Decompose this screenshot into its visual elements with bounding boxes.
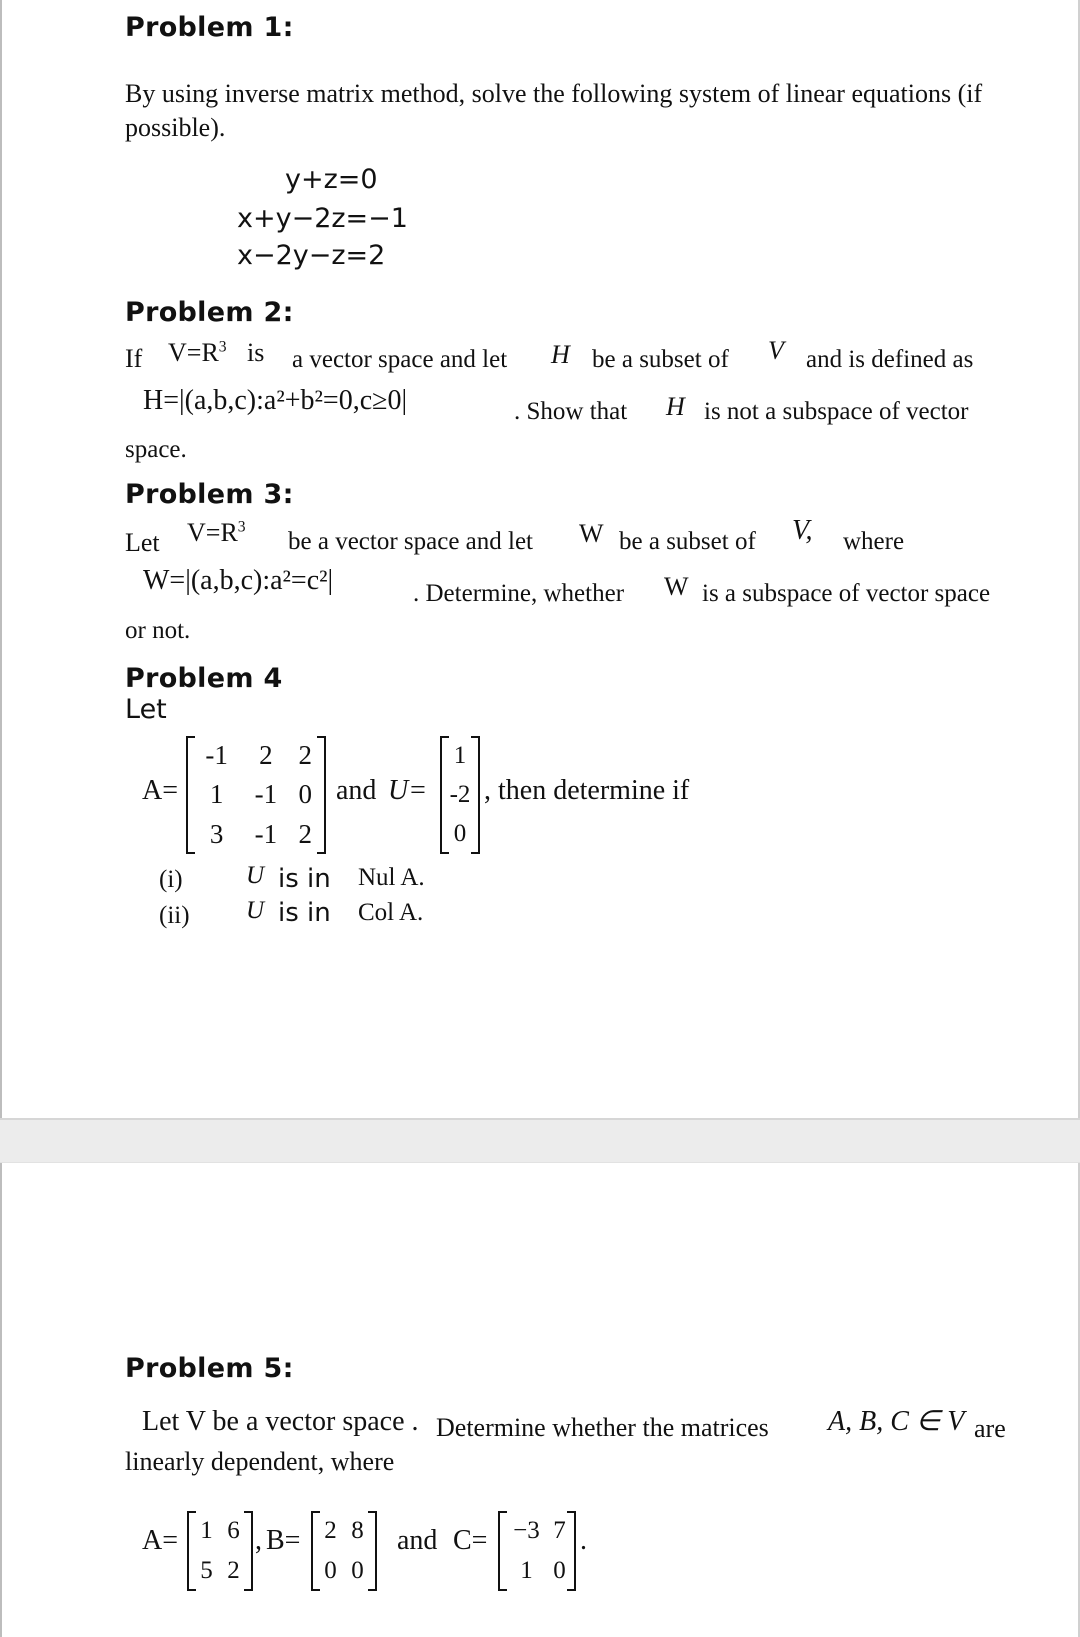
problem-2-text6: space. xyxy=(125,436,187,463)
matrix-C5-cell: 1 xyxy=(520,1557,533,1584)
equation-1: y+z=0 xyxy=(285,164,378,195)
problem-2-text5: is not a subspace of vector xyxy=(704,398,969,425)
problem-3-heading: Problem 3: xyxy=(125,479,294,510)
vector-U xyxy=(440,736,480,854)
problem-3-text3: where xyxy=(843,528,905,555)
problem-5-heading: Problem 5: xyxy=(125,1353,294,1384)
vector-U-cell: -2 xyxy=(449,780,471,808)
matrix-B5-cell: 8 xyxy=(351,1517,364,1544)
matrix-C5-cell: 7 xyxy=(553,1517,566,1544)
matrix-A-cell: -1 xyxy=(205,740,228,771)
problem-2-H: H xyxy=(551,340,570,369)
problem-3-W-2: W xyxy=(664,572,689,601)
matrix-B5-cell: 2 xyxy=(324,1517,337,1544)
matrix-B5-cell: 0 xyxy=(324,1557,337,1584)
page-2 xyxy=(0,1163,1080,1637)
problem-5-and: and xyxy=(397,1525,438,1556)
matrix-A5 xyxy=(187,1511,253,1591)
problem-3-text6: or not. xyxy=(125,617,191,644)
item-i-is-in: is in xyxy=(278,864,331,894)
problem-4-then: , then determine if xyxy=(484,775,690,806)
problem-4-heading: Problem 4 xyxy=(125,663,283,694)
problem-2-text1: a vector space and let xyxy=(292,346,508,373)
problem-3-text4: . Determine, whether xyxy=(413,580,625,607)
item-i-var: U xyxy=(246,862,265,889)
problem-3-text5: is a subspace of vector space xyxy=(702,580,991,607)
matrix-A-cell: 3 xyxy=(209,818,224,849)
matrix-A-label: A= xyxy=(142,775,179,806)
vector-U-cell: 0 xyxy=(453,820,467,848)
matrix-C5-cell: −3 xyxy=(513,1517,540,1544)
matrix-A5-cell: 5 xyxy=(200,1557,213,1584)
problem-1-text-line1: By using inverse matrix method, solve the following system of linear equations (if xyxy=(125,79,983,108)
problem-2-vector-space-def: $V=R^3$ xyxy=(168,338,227,367)
problem-5-text2: Determine whether the matrices xyxy=(436,1413,769,1442)
problem-3-V: V, xyxy=(792,515,813,546)
problem-3-vector-space-def: $V=R^3$ xyxy=(187,518,246,547)
vector-U-label: U= xyxy=(388,775,428,806)
matrix-A-cell: -1 xyxy=(254,779,278,810)
problem-2-text2: be a subset of xyxy=(592,346,729,373)
matrix-A-cell: 2 xyxy=(298,740,312,771)
matrix-B5-cell: 0 xyxy=(351,1557,364,1584)
problem-3-W: W xyxy=(579,519,604,548)
problem-2-set-definition: H=|(a,b,c):a²+b²=0,c≥0| xyxy=(143,385,408,416)
problem-2-H-2: H xyxy=(666,392,685,421)
problem-2-if: If xyxy=(125,344,143,373)
vector-U-cell: 1 xyxy=(453,741,467,769)
problem-5-are: are xyxy=(974,1414,1006,1443)
matrix-A-cell: -1 xyxy=(254,818,278,849)
item-ii-space: Col A. xyxy=(358,899,424,926)
matrix-C5 xyxy=(498,1511,576,1591)
problem-4-let: Let xyxy=(125,694,167,725)
problem-2-is: is xyxy=(247,338,265,367)
item-i-number: (i) xyxy=(159,866,183,893)
item-ii-is-in: is in xyxy=(278,898,331,928)
matrix-B5 xyxy=(311,1511,377,1591)
problem-1-text-line2: possible). xyxy=(125,113,226,142)
problem-3-let: Let xyxy=(125,528,160,557)
problem-5-sets: A, B, C ∈ V xyxy=(828,1406,965,1437)
matrix-A5-cell: 6 xyxy=(227,1517,240,1544)
problem-2-V: V xyxy=(768,336,784,365)
problem-3-text1: be a vector space and let xyxy=(288,528,534,555)
period: . xyxy=(580,1525,587,1556)
item-ii-number: (ii) xyxy=(159,902,190,929)
problem-4-and: and xyxy=(336,775,377,806)
matrix-A5-cell: 2 xyxy=(227,1557,240,1584)
problem-5-text1: Let V be a vector space . xyxy=(142,1406,419,1437)
equation-3: x−2y−z=2 xyxy=(237,240,386,271)
page-separator xyxy=(0,1118,1080,1163)
matrix-A-cell: 1 xyxy=(209,779,224,810)
item-i-space: Nul A. xyxy=(358,864,425,891)
problem-3-text2: be a subset of xyxy=(619,528,756,555)
matrix-A xyxy=(186,736,326,854)
item-ii-var: U xyxy=(246,897,265,924)
matrix-A-cell: 2 xyxy=(298,818,312,849)
problem-1-heading: Problem 1: xyxy=(125,12,294,43)
problem-3-set-definition: W=|(a,b,c):a²=c²| xyxy=(143,565,334,596)
matrix-C5-cell: 0 xyxy=(553,1557,566,1584)
matrix-A5-label: A= xyxy=(142,1525,179,1556)
matrix-C5-label: C= xyxy=(453,1525,488,1556)
problem-5-line2: linearly dependent, where xyxy=(125,1447,395,1476)
matrix-A5-cell: 1 xyxy=(200,1517,213,1544)
problem-2-text3: and is defined as xyxy=(806,346,974,373)
problem-2-heading: Problem 2: xyxy=(125,297,294,328)
matrix-A-cell: 0 xyxy=(298,779,312,810)
equation-2: x+y−2z=−1 xyxy=(237,203,408,234)
matrix-B5-label: B= xyxy=(266,1525,301,1556)
comma: , xyxy=(255,1525,262,1556)
matrix-A-cell: 2 xyxy=(259,740,273,771)
problem-2-text4: . Show that xyxy=(514,398,628,425)
